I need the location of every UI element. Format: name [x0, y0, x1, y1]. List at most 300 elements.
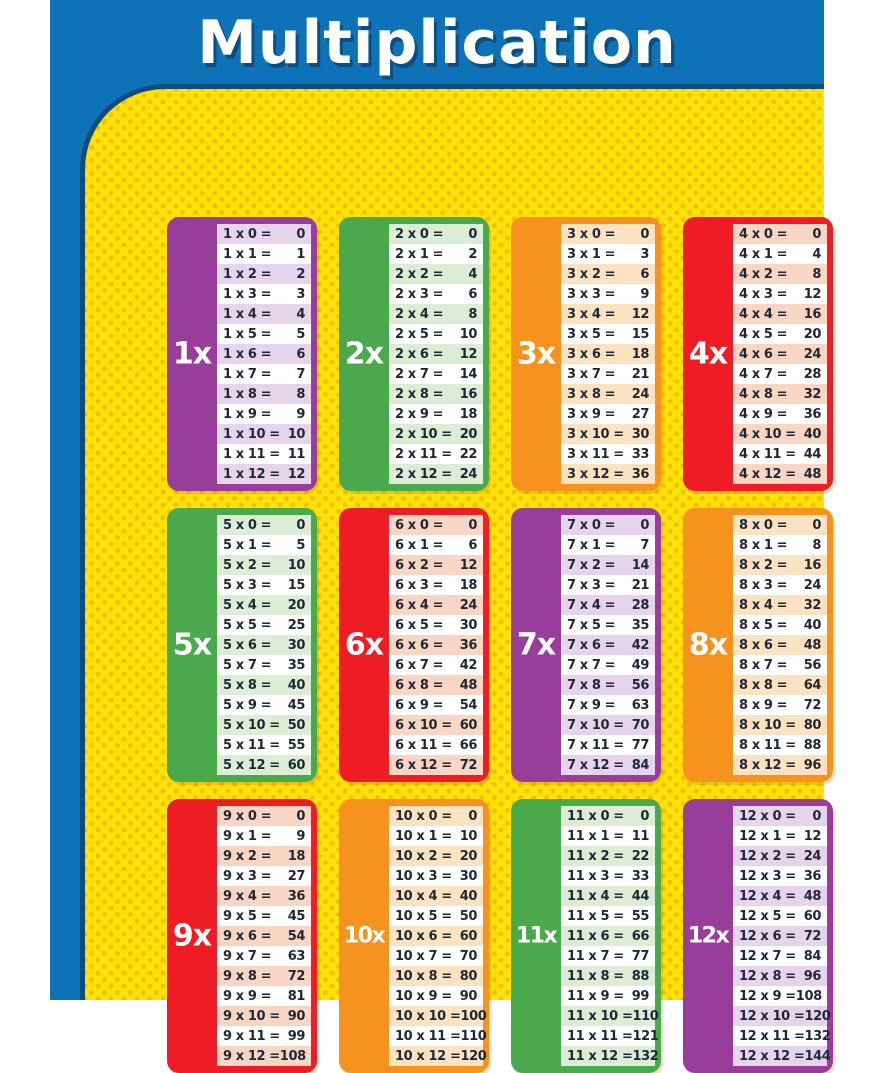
- equation-row: [733, 615, 827, 635]
- equation-row: [561, 1046, 659, 1066]
- equation-expression: 7 x 4 =: [567, 597, 616, 613]
- equation-expression: 4 x 9 =: [739, 406, 788, 422]
- equation-row: [217, 806, 311, 826]
- equation-row: [217, 515, 311, 535]
- equation-row: [561, 444, 655, 464]
- equation-expression: 11 x 3 =: [567, 868, 624, 884]
- equation-product: 88: [631, 968, 649, 984]
- times-table-card-7x: [511, 508, 661, 782]
- equation-row: [561, 1026, 659, 1046]
- equation-table: [561, 515, 655, 775]
- equation-table: [389, 224, 483, 484]
- equation-row: [733, 404, 827, 424]
- equation-row: [389, 966, 483, 986]
- equation-expression: 10 x 3 =: [395, 868, 452, 884]
- equation-table: [217, 806, 311, 1066]
- equation-product: 4: [812, 246, 821, 262]
- equation-product: 60: [287, 757, 305, 773]
- equation-product: 2: [468, 246, 477, 262]
- equation-expression: 4 x 0 =: [739, 226, 788, 242]
- equation-row: [217, 635, 311, 655]
- equation-expression: 11 x 12 =: [567, 1048, 633, 1064]
- tables-grid: [167, 217, 833, 1073]
- equation-row: [733, 926, 827, 946]
- equation-expression: 6 x 12 =: [395, 757, 452, 773]
- equation-row: [217, 826, 311, 846]
- equation-expression: 5 x 2 =: [223, 557, 272, 573]
- equation-row: [389, 444, 483, 464]
- equation-expression: 9 x 12 =: [223, 1048, 280, 1064]
- equation-row: [561, 615, 655, 635]
- equation-product: 72: [287, 968, 305, 984]
- equation-row: [733, 424, 827, 444]
- equation-expression: 7 x 3 =: [567, 577, 616, 593]
- equation-expression: 10 x 10 =: [395, 1008, 461, 1024]
- equation-table: [389, 515, 483, 775]
- equation-row: [389, 1046, 487, 1066]
- equation-expression: 3 x 5 =: [567, 326, 616, 342]
- equation-product: 36: [287, 888, 305, 904]
- card-label: 3x: [516, 336, 556, 372]
- equation-row: [733, 344, 827, 364]
- equation-row: [217, 926, 311, 946]
- equation-product: 121: [632, 1028, 659, 1044]
- equation-expression: 10 x 9 =: [395, 988, 452, 1004]
- equation-row: [733, 384, 827, 404]
- equation-product: 40: [803, 426, 821, 442]
- equation-row: [217, 755, 311, 775]
- card-label: 8x: [688, 627, 728, 663]
- equation-expression: 8 x 1 =: [739, 537, 788, 553]
- equation-row: [217, 886, 311, 906]
- equation-expression: 3 x 9 =: [567, 406, 616, 422]
- equation-product: 100: [460, 1008, 487, 1024]
- times-table-card-8x: [683, 508, 833, 782]
- equation-expression: 8 x 6 =: [739, 637, 788, 653]
- equation-expression: 1 x 6 =: [223, 346, 272, 362]
- equation-row: [733, 224, 827, 244]
- equation-expression: 6 x 5 =: [395, 617, 444, 633]
- equation-expression: 9 x 8 =: [223, 968, 272, 984]
- equation-product: 55: [287, 737, 305, 753]
- equation-product: 72: [803, 697, 821, 713]
- equation-row: [217, 1006, 311, 1026]
- equation-expression: 8 x 10 =: [739, 717, 796, 733]
- equation-expression: 12 x 9 =: [739, 988, 796, 1004]
- card-label: 6x: [344, 627, 384, 663]
- equation-row: [217, 535, 311, 555]
- equation-row: [389, 464, 483, 484]
- equation-row: [561, 404, 655, 424]
- equation-row: [733, 535, 827, 555]
- equation-product: 80: [459, 968, 477, 984]
- equation-product: 20: [459, 848, 477, 864]
- equation-row: [389, 946, 483, 966]
- equation-row: [217, 615, 311, 635]
- equation-expression: 10 x 2 =: [395, 848, 452, 864]
- equation-expression: 4 x 11 =: [739, 446, 796, 462]
- equation-expression: 12 x 2 =: [739, 848, 796, 864]
- equation-product: 77: [631, 737, 649, 753]
- equation-expression: 12 x 8 =: [739, 968, 796, 984]
- equation-expression: 1 x 8 =: [223, 386, 272, 402]
- equation-row: [389, 675, 483, 695]
- equation-product: 8: [812, 266, 821, 282]
- equation-row: [389, 1006, 487, 1026]
- equation-expression: 11 x 10 =: [567, 1008, 633, 1024]
- equation-product: 120: [804, 1008, 831, 1024]
- equation-product: 6: [468, 286, 477, 302]
- equation-product: 5: [296, 537, 305, 553]
- equation-product: 56: [803, 657, 821, 673]
- equation-expression: 10 x 5 =: [395, 908, 452, 924]
- equation-expression: 5 x 11 =: [223, 737, 280, 753]
- equation-product: 18: [287, 848, 305, 864]
- equation-product: 60: [803, 908, 821, 924]
- equation-expression: 3 x 12 =: [567, 466, 624, 482]
- equation-product: 10: [459, 828, 477, 844]
- poster-title: Multiplication: [197, 8, 677, 78]
- equation-row: [561, 635, 655, 655]
- equation-table: [217, 224, 311, 484]
- equation-product: 96: [803, 968, 821, 984]
- card-label: 1x: [172, 336, 212, 372]
- equation-product: 8: [812, 537, 821, 553]
- equation-product: 7: [296, 366, 305, 382]
- equation-expression: 11 x 7 =: [567, 948, 624, 964]
- equation-row: [733, 1026, 831, 1046]
- equation-product: 44: [631, 888, 649, 904]
- card-label: 11x: [515, 923, 557, 949]
- equation-row: [561, 735, 655, 755]
- equation-expression: 7 x 8 =: [567, 677, 616, 693]
- equation-product: 36: [803, 868, 821, 884]
- equation-expression: 10 x 12 =: [395, 1048, 461, 1064]
- times-table-card-12x: [683, 799, 833, 1073]
- equation-product: 32: [803, 597, 821, 613]
- equation-expression: 3 x 4 =: [567, 306, 616, 322]
- equation-expression: 5 x 3 =: [223, 577, 272, 593]
- equation-expression: 2 x 8 =: [395, 386, 444, 402]
- equation-table: [561, 224, 655, 484]
- equation-expression: 12 x 0 =: [739, 808, 796, 824]
- equation-product: 0: [640, 808, 649, 824]
- equation-row: [561, 595, 655, 615]
- equation-expression: 4 x 6 =: [739, 346, 788, 362]
- equation-product: 99: [631, 988, 649, 1004]
- equation-row: [561, 304, 655, 324]
- equation-product: 45: [287, 697, 305, 713]
- equation-product: 8: [468, 306, 477, 322]
- equation-product: 3: [640, 246, 649, 262]
- card-label: 7x: [516, 627, 556, 663]
- equation-product: 24: [459, 597, 477, 613]
- equation-expression: 4 x 7 =: [739, 366, 788, 382]
- equation-expression: 9 x 6 =: [223, 928, 272, 944]
- equation-product: 33: [631, 868, 649, 884]
- equation-product: 9: [296, 828, 305, 844]
- equation-expression: 12 x 7 =: [739, 948, 796, 964]
- equation-expression: 2 x 2 =: [395, 266, 444, 282]
- equation-product: 42: [459, 657, 477, 673]
- equation-expression: 11 x 9 =: [567, 988, 624, 1004]
- equation-expression: 4 x 10 =: [739, 426, 796, 442]
- equation-expression: 9 x 3 =: [223, 868, 272, 884]
- equation-product: 90: [459, 988, 477, 1004]
- equation-row: [733, 515, 827, 535]
- equation-row: [733, 986, 827, 1006]
- equation-product: 16: [803, 557, 821, 573]
- equation-row: [389, 515, 483, 535]
- equation-expression: 9 x 4 =: [223, 888, 272, 904]
- equation-row: [733, 695, 827, 715]
- equation-table: [217, 515, 311, 775]
- equation-product: 11: [287, 446, 305, 462]
- equation-row: [733, 1046, 831, 1066]
- equation-expression: 7 x 12 =: [567, 757, 624, 773]
- equation-expression: 6 x 0 =: [395, 517, 444, 533]
- equation-row: [561, 866, 655, 886]
- equation-row: [217, 846, 311, 866]
- equation-row: [217, 946, 311, 966]
- equation-table: [733, 806, 831, 1066]
- equation-row: [217, 715, 311, 735]
- equation-expression: 6 x 3 =: [395, 577, 444, 593]
- equation-row: [561, 284, 655, 304]
- equation-expression: 9 x 9 =: [223, 988, 272, 1004]
- equation-row: [561, 755, 655, 775]
- equation-row: [389, 555, 483, 575]
- equation-row: [389, 284, 483, 304]
- equation-product: 96: [803, 757, 821, 773]
- equation-expression: 3 x 2 =: [567, 266, 616, 282]
- equation-product: 44: [803, 446, 821, 462]
- equation-product: 36: [631, 466, 649, 482]
- equation-table: [733, 224, 827, 484]
- card-label: 12x: [687, 923, 729, 949]
- equation-product: 11: [631, 828, 649, 844]
- equation-row: [733, 444, 827, 464]
- equation-product: 60: [459, 928, 477, 944]
- equation-expression: 2 x 6 =: [395, 346, 444, 362]
- equation-row: [389, 344, 483, 364]
- equation-product: 49: [631, 657, 649, 673]
- equation-expression: 9 x 10 =: [223, 1008, 280, 1024]
- equation-expression: 2 x 9 =: [395, 406, 444, 422]
- equation-product: 0: [468, 226, 477, 242]
- equation-product: 15: [287, 577, 305, 593]
- poster: [50, 0, 831, 1064]
- equation-row: [733, 284, 827, 304]
- equation-product: 42: [631, 637, 649, 653]
- equation-product: 0: [640, 517, 649, 533]
- equation-row: [389, 866, 483, 886]
- equation-row: [217, 264, 311, 284]
- equation-expression: 8 x 2 =: [739, 557, 788, 573]
- equation-product: 16: [459, 386, 477, 402]
- equation-product: 25: [287, 617, 305, 633]
- equation-row: [561, 946, 655, 966]
- equation-row: [561, 264, 655, 284]
- equation-expression: 8 x 12 =: [739, 757, 796, 773]
- equation-row: [561, 424, 655, 444]
- equation-expression: 5 x 10 =: [223, 717, 280, 733]
- equation-product: 144: [804, 1048, 831, 1064]
- equation-row: [389, 635, 483, 655]
- equation-product: 132: [632, 1048, 659, 1064]
- equation-expression: 4 x 4 =: [739, 306, 788, 322]
- equation-row: [561, 906, 655, 926]
- equation-row: [217, 966, 311, 986]
- equation-expression: 5 x 9 =: [223, 697, 272, 713]
- equation-row: [217, 1046, 311, 1066]
- times-table-card-2x: [339, 217, 489, 491]
- equation-row: [217, 444, 311, 464]
- equation-product: 40: [803, 617, 821, 633]
- equation-product: 21: [631, 366, 649, 382]
- equation-product: 63: [287, 948, 305, 964]
- equation-product: 66: [631, 928, 649, 944]
- equation-expression: 1 x 9 =: [223, 406, 272, 422]
- equation-row: [733, 364, 827, 384]
- equation-product: 12: [459, 557, 477, 573]
- equation-product: 9: [296, 406, 305, 422]
- card-label: 5x: [172, 627, 212, 663]
- equation-row: [733, 324, 827, 344]
- equation-expression: 11 x 8 =: [567, 968, 624, 984]
- equation-expression: 3 x 10 =: [567, 426, 624, 442]
- equation-expression: 3 x 7 =: [567, 366, 616, 382]
- equation-expression: 8 x 0 =: [739, 517, 788, 533]
- equation-product: 4: [296, 306, 305, 322]
- times-table-card-4x: [683, 217, 833, 491]
- equation-row: [389, 655, 483, 675]
- equation-row: [217, 404, 311, 424]
- equation-product: 30: [459, 617, 477, 633]
- equation-expression: 1 x 5 =: [223, 326, 272, 342]
- equation-expression: 1 x 7 =: [223, 366, 272, 382]
- equation-expression: 4 x 5 =: [739, 326, 788, 342]
- equation-expression: 10 x 0 =: [395, 808, 452, 824]
- equation-expression: 5 x 0 =: [223, 517, 272, 533]
- equation-product: 32: [803, 386, 821, 402]
- equation-product: 0: [296, 517, 305, 533]
- equation-expression: 6 x 4 =: [395, 597, 444, 613]
- equation-row: [217, 424, 311, 444]
- equation-product: 108: [795, 988, 822, 1004]
- equation-row: [561, 1006, 659, 1026]
- equation-row: [217, 695, 311, 715]
- equation-product: 10: [287, 557, 305, 573]
- equation-product: 108: [279, 1048, 306, 1064]
- equation-product: 33: [631, 446, 649, 462]
- equation-row: [389, 244, 483, 264]
- equation-expression: 1 x 2 =: [223, 266, 272, 282]
- equation-row: [217, 464, 311, 484]
- equation-product: 50: [459, 908, 477, 924]
- equation-expression: 8 x 9 =: [739, 697, 788, 713]
- card-label: 4x: [688, 336, 728, 372]
- equation-row: [733, 886, 827, 906]
- equation-product: 2: [296, 266, 305, 282]
- equation-row: [389, 304, 483, 324]
- equation-row: [561, 464, 655, 484]
- equation-product: 0: [468, 517, 477, 533]
- equation-expression: 11 x 0 =: [567, 808, 624, 824]
- equation-expression: 2 x 3 =: [395, 286, 444, 302]
- equation-expression: 2 x 5 =: [395, 326, 444, 342]
- equation-row: [561, 384, 655, 404]
- equation-expression: 6 x 11 =: [395, 737, 452, 753]
- equation-expression: 7 x 10 =: [567, 717, 624, 733]
- equation-row: [561, 575, 655, 595]
- equation-row: [561, 364, 655, 384]
- equation-expression: 3 x 8 =: [567, 386, 616, 402]
- equation-expression: 10 x 7 =: [395, 948, 452, 964]
- equation-expression: 5 x 12 =: [223, 757, 280, 773]
- equation-product: 4: [468, 266, 477, 282]
- equation-row: [561, 846, 655, 866]
- equation-expression: 11 x 1 =: [567, 828, 624, 844]
- equation-product: 20: [459, 426, 477, 442]
- equation-product: 27: [287, 868, 305, 884]
- equation-row: [217, 675, 311, 695]
- equation-product: 18: [459, 406, 477, 422]
- equation-product: 0: [812, 517, 821, 533]
- equation-product: 30: [459, 868, 477, 884]
- equation-table: [389, 806, 487, 1066]
- equation-expression: 6 x 10 =: [395, 717, 452, 733]
- equation-expression: 2 x 12 =: [395, 466, 452, 482]
- equation-row: [733, 735, 827, 755]
- equation-expression: 8 x 8 =: [739, 677, 788, 693]
- equation-row: [217, 244, 311, 264]
- equation-row: [389, 575, 483, 595]
- equation-table: [561, 806, 659, 1066]
- equation-product: 77: [631, 948, 649, 964]
- equation-product: 12: [803, 286, 821, 302]
- equation-expression: 3 x 11 =: [567, 446, 624, 462]
- equation-expression: 10 x 8 =: [395, 968, 452, 984]
- equation-product: 48: [803, 466, 821, 482]
- equation-row: [217, 304, 311, 324]
- equation-product: 70: [459, 948, 477, 964]
- equation-product: 28: [631, 597, 649, 613]
- equation-row: [389, 715, 483, 735]
- equation-product: 90: [287, 1008, 305, 1024]
- equation-product: 12: [803, 828, 821, 844]
- equation-expression: 5 x 5 =: [223, 617, 272, 633]
- equation-row: [389, 735, 483, 755]
- equation-product: 72: [803, 928, 821, 944]
- equation-row: [561, 886, 655, 906]
- equation-row: [389, 1026, 487, 1046]
- equation-expression: 8 x 7 =: [739, 657, 788, 673]
- equation-product: 5: [296, 326, 305, 342]
- equation-product: 6: [468, 537, 477, 553]
- equation-expression: 2 x 10 =: [395, 426, 452, 442]
- times-table-card-10x: [339, 799, 489, 1073]
- equation-expression: 6 x 7 =: [395, 657, 444, 673]
- times-table-card-9x: [167, 799, 317, 1073]
- equation-expression: 6 x 8 =: [395, 677, 444, 693]
- equation-product: 0: [468, 808, 477, 824]
- equation-row: [389, 264, 483, 284]
- equation-expression: 8 x 5 =: [739, 617, 788, 633]
- equation-product: 84: [803, 948, 821, 964]
- equation-row: [561, 966, 655, 986]
- equation-product: 36: [459, 637, 477, 653]
